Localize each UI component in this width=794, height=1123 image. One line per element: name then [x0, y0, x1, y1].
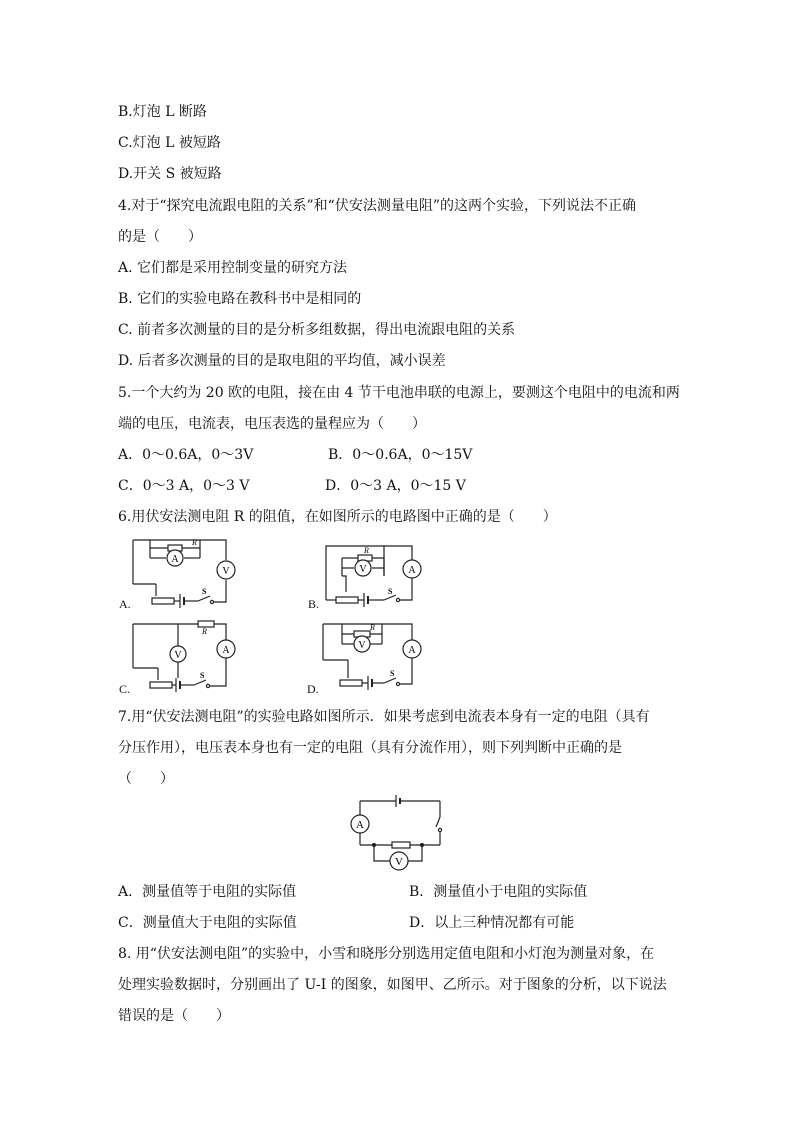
circuit-d-label: D. [307, 682, 319, 696]
q7-stem-line3: （ ） [118, 771, 174, 787]
q7-option-a: A．测量值等于电阻的实际值 [118, 884, 297, 900]
q4-option-c: C. 前者多次测量的目的是分析多组数据，得出电流跟电阻的关系 [118, 322, 516, 338]
q8-stem-line2: 处理实验数据时，分别画出了 U-I 的图象，如图甲、乙所示。对于图象的分析，以下说法 [118, 977, 667, 993]
q7-option-c: C．测量值大于电阻的实际值 [118, 915, 297, 931]
circuit-c-voltmeter-symbol: V [174, 650, 182, 661]
circuit-a-resistor-symbol: R [192, 538, 197, 547]
circuit-d-resistor-symbol: R [370, 623, 375, 632]
circuit-a-switch-symbol: S [202, 587, 207, 596]
q4-option-d: D. 后者多次测量的目的是取电阻的平均值，减小误差 [118, 353, 446, 369]
q7-circuit-diagram [350, 793, 450, 873]
circuit-b-switch-symbol: S [388, 587, 393, 596]
q5-stem-line1: 5.一个大约为 20 欧的电阻，接在由 4 节干电池串联的电源上，要测这个电阻中的电流和两 [118, 385, 680, 401]
q3-option-b: B.灯泡 L 断路 [118, 104, 207, 120]
q4-stem-line2: 的是（ ） [118, 229, 202, 245]
circuit-b-resistor-symbol: R [364, 546, 369, 555]
q7-voltmeter-symbol: V [395, 856, 403, 868]
q3-option-c: C.灯泡 L 被短路 [118, 135, 221, 151]
circuit-d-switch-symbol: S [390, 669, 395, 678]
q4-stem-line1: 4.对于“探究电流跟电阻的关系”和“伏安法测量电阻”的这两个实验，下列说法不正确 [118, 198, 636, 214]
circuit-b-ammeter-symbol: A [408, 565, 416, 576]
q5-option-d: D．0～3 A，0～15 V [325, 478, 466, 494]
q5-option-b: B．0～0.6A，0～15V [328, 447, 473, 463]
q4-option-b: B. 它们的实验电路在教科书中是相同的 [118, 291, 362, 307]
circuit-b-diagram [318, 538, 428, 610]
q6-stem: 6.用伏安法测电阻 R 的阻值，在如图所示的电路图中正确的是（ ） [118, 509, 557, 525]
q3-option-d: D.开关 S 被短路 [118, 166, 222, 182]
circuit-d-voltmeter-symbol: V [358, 640, 366, 651]
q7-option-d: D．以上三种情况都有可能 [409, 915, 575, 931]
circuit-c-ammeter-symbol: A [222, 645, 230, 656]
circuit-b-voltmeter-symbol: V [359, 564, 367, 575]
q7-option-b: B．测量值小于电阻的实际值 [409, 884, 588, 900]
circuit-c-label: C. [119, 682, 131, 696]
circuit-a-label: A. [119, 597, 131, 611]
q8-stem-line1: 8. 用“伏安法测电阻”的实验中，小雪和晓彤分别选用定值电阻和小灯泡为测量对象，在 [118, 946, 655, 962]
circuit-a-ammeter-symbol: A [171, 554, 179, 565]
q4-option-a: A. 它们都是采用控制变量的研究方法 [118, 260, 348, 276]
q7-stem-line1: 7.用“伏安法测电阻”的实验电路如图所示．如果考虑到电流表本身有一定的电阻（具有 [118, 709, 650, 725]
q7-stem-line2: 分压作用），电压表本身也有一定的电阻（具有分流作用），则下列判断中正确的是 [118, 740, 622, 756]
q5-option-c: C．0～3 A，0～3 V [118, 478, 250, 494]
circuit-a-voltmeter-symbol: V [222, 566, 230, 577]
circuit-d-diagram [318, 620, 428, 692]
circuit-b-label: B. [308, 597, 320, 611]
circuit-c-diagram [128, 618, 238, 692]
q5-stem-line2: 端的电压，电流表，电压表选的量程应为（ ） [118, 416, 426, 432]
q7-ammeter-symbol: A [356, 819, 364, 831]
q5-option-a: A．0～0.6A，0～3V [118, 447, 254, 463]
circuit-c-switch-symbol: S [200, 671, 205, 680]
q8-stem-line3: 错误的是（ ） [118, 1008, 230, 1024]
circuit-a-diagram [128, 536, 238, 608]
circuit-c-resistor-symbol: R [202, 627, 207, 636]
circuit-d-ammeter-symbol: A [408, 645, 416, 656]
